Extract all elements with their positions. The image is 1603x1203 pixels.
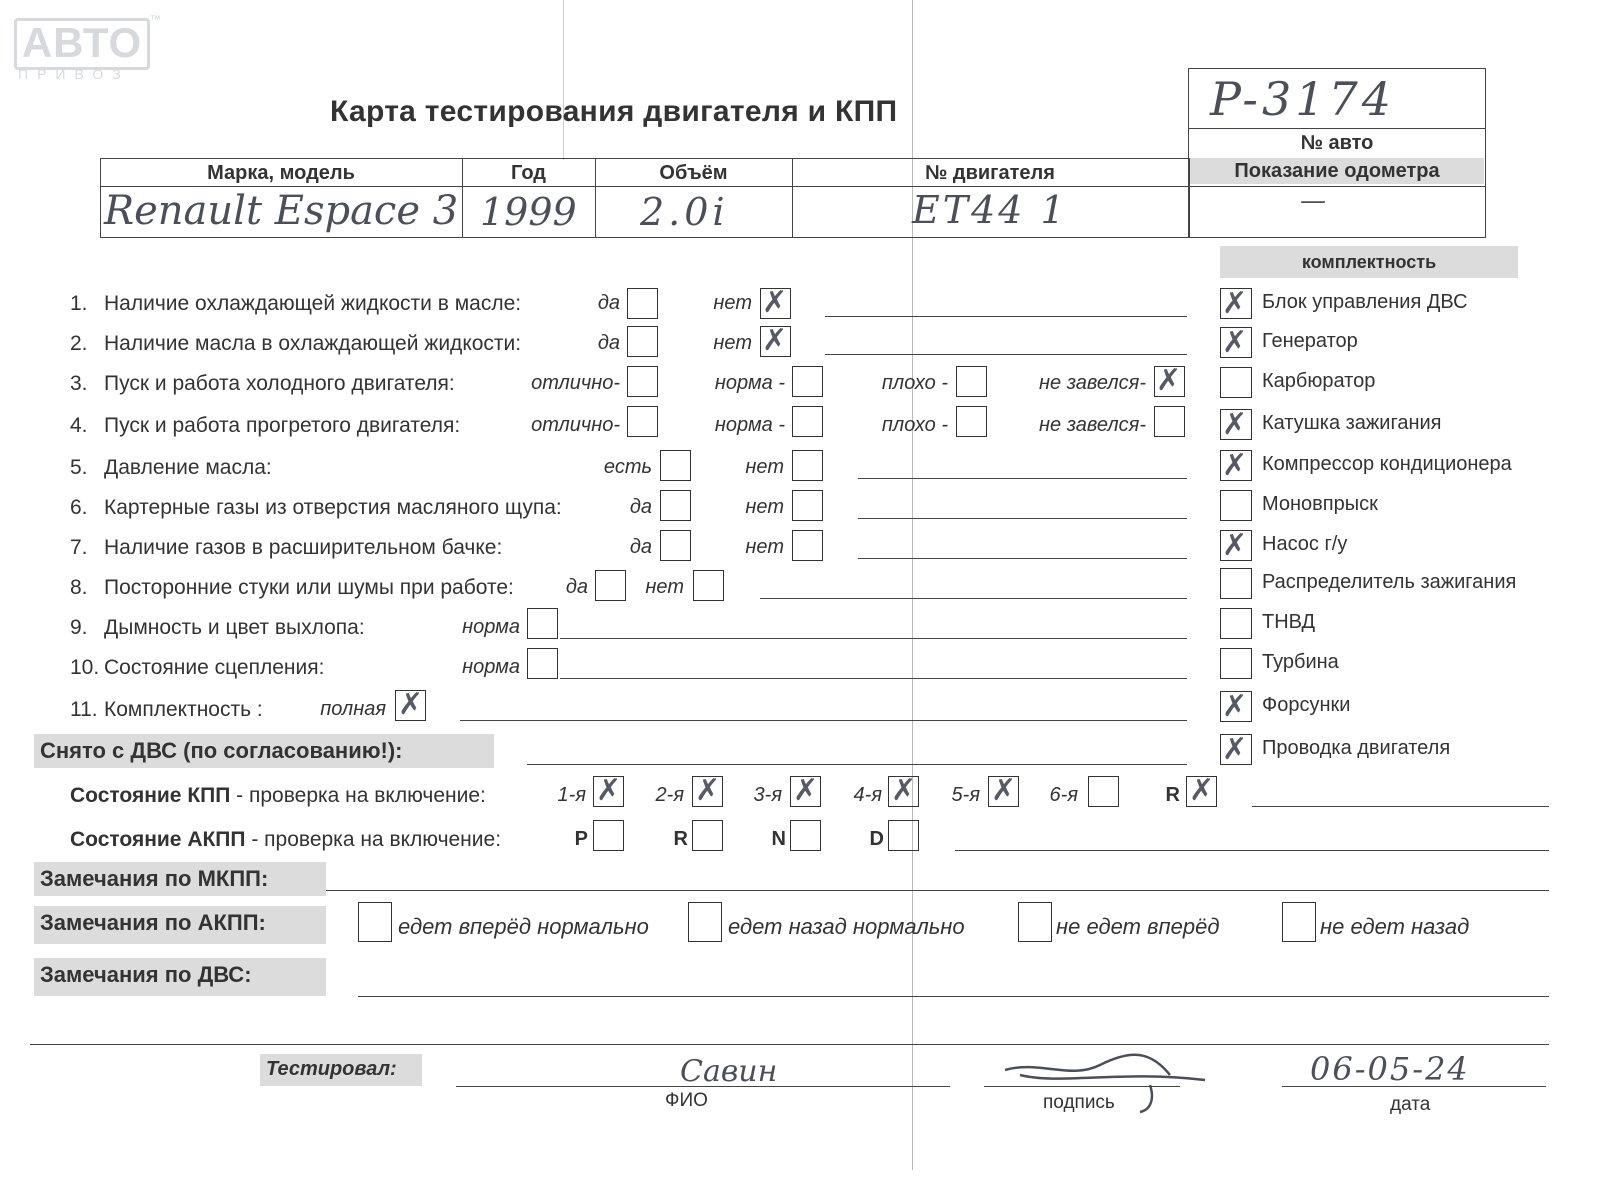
remarks-dvs-label: Замечания по ДВС: (34, 958, 326, 996)
akpp-no-backward-checkbox[interactable] (1282, 902, 1316, 942)
q3-opt-nostart: не завелся- (1039, 372, 1146, 394)
logo: АВТО (14, 18, 150, 70)
komplekt-injectors-mark: ✗ (1222, 690, 1248, 723)
komplekt-wiring-mark: ✗ (1222, 733, 1248, 766)
q2-opt-yes: да (597, 332, 620, 354)
akpp-n-checkbox[interactable] (790, 820, 821, 851)
komplekt-coil-mark: ✗ (1222, 408, 1248, 441)
q4-excellent-checkbox[interactable] (627, 406, 658, 437)
question-number: 8. (70, 576, 88, 599)
komplekt-mono-checkbox[interactable] (1220, 490, 1252, 521)
q7-opt-yes: да (629, 536, 652, 558)
kpp-gear-4-mark: ✗ (891, 773, 917, 808)
kpp-gear-5-label: 5-я (951, 784, 980, 806)
page-title: Карта тестирования двигателя и КПП (330, 95, 898, 128)
logo-tm: ™ (150, 14, 161, 26)
q8-no-checkbox[interactable] (693, 570, 724, 601)
akpp-n-label: N (771, 828, 786, 850)
q1-opt-no: нет (713, 292, 752, 314)
question-3-text: Пуск и работа холодного двигателя: (104, 372, 455, 395)
q7-yes-checkbox[interactable] (660, 530, 691, 561)
kpp-gear-r-mark: ✗ (1189, 773, 1215, 808)
kpp-gear-6-checkbox[interactable] (1088, 776, 1119, 807)
q10-normal-checkbox[interactable] (527, 648, 558, 679)
q3-excellent-checkbox[interactable] (627, 366, 658, 397)
komplekt-generator-mark: ✗ (1222, 326, 1248, 359)
removed-label: Снято с ДВС (по согласованию!): (34, 734, 494, 768)
question-11-text: Комплектность : (104, 698, 263, 721)
akpp-d-label: D (869, 828, 884, 850)
question-number: 9. (70, 616, 88, 639)
q2-opt-no: нет (713, 332, 752, 354)
akpp-r-checkbox[interactable] (692, 820, 723, 851)
q3-opt-excellent: отлично- (531, 372, 620, 394)
question-10-text: Состояние сцепления: (104, 656, 325, 679)
q1-no-mark: ✗ (762, 285, 788, 320)
q4-bad-checkbox[interactable] (956, 406, 987, 437)
akpp-backward-ok-label: едет назад нормально (728, 914, 965, 939)
akpp-no-backward-label: не едет назад (1320, 914, 1470, 939)
komplekt-distributor-checkbox[interactable] (1220, 568, 1252, 599)
col-engine-header: № двигателя (925, 162, 1055, 184)
question-number: 1. (70, 292, 88, 315)
question-number: 2. (70, 332, 88, 355)
question-2-text: Наличие масла в охлаждающей жидкости: (104, 332, 522, 355)
question-number: 7. (70, 536, 88, 559)
question-6-text: Картерные газы из отверстия масляного щупа: (104, 496, 562, 519)
engine-value: ET44 1 (912, 188, 1068, 232)
q9-normal-checkbox[interactable] (527, 608, 558, 639)
akpp-forward-ok-label: едет вперёд нормально (398, 914, 649, 939)
akpp-label: Состояние АКПП - проверка на включение: (70, 828, 502, 851)
question-number: 11. (70, 698, 98, 721)
q3-opt-bad: плохо - (881, 372, 948, 394)
year-value: 1999 (480, 190, 577, 234)
q8-opt-no: нет (645, 576, 684, 598)
q5-opt-no: нет (745, 456, 784, 478)
q7-opt-no: нет (745, 536, 784, 558)
q5-no-checkbox[interactable] (792, 450, 823, 481)
fio-value: Савин (680, 1054, 778, 1089)
question-7-text: Наличие газов в расширительном бачке: (104, 536, 503, 559)
col-volume-header: Объём (659, 162, 728, 184)
odometer-value: — (1300, 186, 1326, 216)
q4-normal-checkbox[interactable] (792, 406, 823, 437)
question-number: 5. (70, 456, 88, 479)
q6-no-checkbox[interactable] (792, 490, 823, 521)
kpp-gear-3-label: 3-я (753, 784, 782, 806)
auto-number-label: № авто (1300, 132, 1374, 154)
kpp-gear-6-label: 6-я (1049, 784, 1078, 806)
kpp-gear-1-label: 1-я (557, 784, 586, 806)
komplekt-carburetor-checkbox[interactable] (1220, 367, 1252, 398)
akpp-p-label: P (574, 828, 588, 850)
q6-opt-no: нет (745, 496, 784, 518)
q5-yes-checkbox[interactable] (660, 450, 691, 481)
komplekt-title: комплектность (1220, 246, 1518, 278)
kpp-gear-r-label: R (1165, 784, 1180, 806)
col-year-header: Год (511, 162, 546, 184)
akpp-d-checkbox[interactable] (888, 820, 919, 851)
logo-subtitle: ПРИВОЗ (18, 66, 130, 82)
kpp-gear-2-mark: ✗ (695, 773, 721, 808)
q7-no-checkbox[interactable] (792, 530, 823, 561)
question-4-text: Пуск и работа прогретого двигателя: (104, 414, 461, 437)
kpp-gear-4-label: 4-я (853, 784, 882, 806)
question-5-text: Давление масла: (104, 456, 272, 479)
q9-opt-normal: норма (462, 616, 520, 638)
komplekt-ps-mark: ✗ (1222, 529, 1248, 562)
paper-fold-line-2 (563, 0, 564, 160)
question-8-text: Посторонние стуки или шумы при работе: (104, 576, 514, 599)
question-1-text: Наличие охлаждающей жидкости в масле: (104, 292, 522, 315)
akpp-backward-ok-checkbox[interactable] (688, 902, 722, 942)
tested-label: Тестировал: (260, 1054, 422, 1086)
volume-value: 2.0i (640, 190, 729, 234)
q4-opt-nostart: не завелся- (1039, 414, 1146, 436)
odometer-label: Показание одометра (1234, 160, 1440, 182)
remarks-akpp-label: Замечания по АКПП: (34, 906, 326, 944)
akpp-no-forward-label: не едет вперёд (1056, 914, 1220, 939)
q8-opt-yes: да (565, 576, 588, 598)
q11-opt-full: полная (320, 698, 386, 720)
q4-opt-bad: плохо - (881, 414, 948, 436)
model-value: Renault Espace 3 (104, 188, 459, 234)
question-9-text: Дымность и цвет выхлопа: (104, 616, 365, 639)
q3-opt-normal: норма - (714, 372, 785, 394)
signature-label: подпись (1043, 1092, 1115, 1113)
date-value: 06-05-24 (1310, 1050, 1470, 1088)
q10-opt-normal: норма (462, 656, 520, 678)
auto-number-value: P-3174 (1210, 72, 1396, 126)
q3-normal-checkbox[interactable] (792, 366, 823, 397)
q2-yes-checkbox[interactable] (627, 326, 658, 357)
q6-opt-yes: да (629, 496, 652, 518)
q4-opt-normal: норма - (714, 414, 785, 436)
kpp-gear-2-label: 2-я (655, 784, 684, 806)
q1-opt-yes: да (597, 292, 620, 314)
kpp-gear-1-mark: ✗ (596, 773, 622, 808)
akpp-forward-ok-checkbox[interactable] (358, 902, 392, 942)
akpp-no-forward-checkbox[interactable] (1018, 902, 1052, 942)
komplekt-ecu-mark: ✗ (1222, 287, 1248, 320)
question-number: 10. (70, 656, 100, 679)
komplekt-turbine-checkbox[interactable] (1220, 648, 1252, 679)
q6-yes-checkbox[interactable] (660, 490, 691, 521)
col-model-header: Марка, модель (207, 162, 355, 184)
q11-full-mark: ✗ (398, 687, 424, 722)
q3-nostart-mark: ✗ (1156, 363, 1182, 398)
kpp-label: Состояние КПП - проверка на включение: (70, 784, 486, 807)
question-number: 4. (70, 414, 88, 437)
q4-nostart-checkbox[interactable] (1154, 406, 1185, 437)
q2-no-mark: ✗ (762, 323, 788, 358)
date-label: дата (1390, 1094, 1431, 1115)
q8-yes-checkbox[interactable] (595, 570, 626, 601)
kpp-gear-3-mark: ✗ (793, 773, 819, 808)
komplekt-tnvd-checkbox[interactable] (1220, 608, 1252, 639)
komplekt-ac-mark: ✗ (1222, 449, 1248, 482)
q4-opt-excellent: отлично- (531, 414, 620, 436)
q1-yes-checkbox[interactable] (627, 288, 658, 319)
fio-label: ФИО (665, 1090, 708, 1111)
q5-opt-yes: есть (603, 456, 652, 478)
question-number: 6. (70, 496, 88, 519)
kpp-gear-5-mark: ✗ (991, 773, 1017, 808)
question-number: 3. (70, 372, 88, 395)
remarks-mkpp-label: Замечания по МКПП: (34, 862, 326, 896)
q3-bad-checkbox[interactable] (956, 366, 987, 397)
akpp-p-checkbox[interactable] (593, 820, 624, 851)
akpp-r-label: R (673, 828, 688, 850)
